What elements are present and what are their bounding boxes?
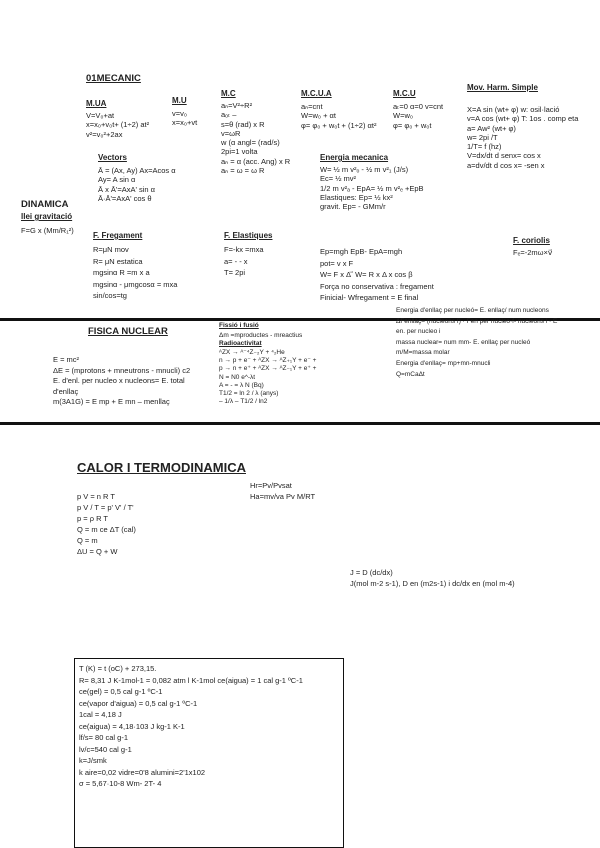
calor-formulas: p V = n R T p V / T = p' V' / T' p = ρ R T Q = m ce ΔT (cal) Q = m ΔU = Q + W bbox=[77, 492, 136, 556]
vectors-formulas: Ā = (Ax, Ay) Ax=Acos α Ay= A sin α Ā x Ā'=AxA' sin α Ā·Ā'=AxA' cos θ bbox=[98, 166, 176, 203]
difusio-formulas: J = D (dc/dx) J(mol m-2 s-1), D en (m2s-1) i dc/dx en (mol m-4) bbox=[350, 568, 515, 588]
fissio-title: Fissió i fusió bbox=[219, 322, 259, 329]
coriolis-title: F. coriolis bbox=[513, 236, 550, 245]
constants-line: ce(gel) = 0,5 cal g-1 ºC-1 bbox=[79, 687, 163, 696]
constants-line: lf/s= 80 cal g-1 bbox=[79, 733, 128, 742]
elastiques-formulas: F=-kx =mxa a= - - x T= 2pi bbox=[224, 245, 264, 277]
treball-formulas: Ep=mgh EpB- EpA=mgh pot= v x F W= F x Δ ⃗ W= R x Δ x cos β Força no conservativa : fregament Finicial- Wfregament = E final bbox=[320, 247, 434, 302]
mcu-formulas: aₜ=0 α=0 v=cnt W=w₀ φ= φ₀ + w₀t bbox=[393, 102, 444, 130]
elastiques-title: F. Elastiques bbox=[224, 231, 273, 240]
energia-formulas: W= ½ m v²ₒ - ½ m v²₁ (J/s) Ec= ½ mv² 1/2 m v²ₐ - EpA= ½ m v²ₑ +EpB Elastiques: Ep= ½ kx² gravit. Ep= - GMm/r bbox=[320, 165, 424, 212]
mc-formulas: aₙ=V²÷R² aₒₜ – s=θ (rad) x R v=ωR w (α angl= (rad/s) 2pi=1 volta aₙ = α (acc. Ang) x R aₙ = ω = ω R bbox=[221, 101, 291, 176]
constants-line: R= 8,31 J K-1mol-1 = 0,082 atm l K-1mol ce(aigua) = 1 cal g-1 ºC-1 bbox=[79, 675, 303, 685]
dinamica-title: DINAMICA bbox=[21, 199, 69, 210]
constants-line: k aire=0,02 vidre=0'8 alumini=2'1x102 bbox=[79, 767, 206, 777]
fregament-title: F. Fregament bbox=[93, 231, 143, 240]
gravitation-formula: F=G x (Mm/R₁²) bbox=[21, 226, 74, 235]
radioactivitat-formulas: ᴬZX → ᴬ⁻⁴Z₋₂Y + ⁴₂He n → p + e⁻ + ᴬZX → ᴬZ₊₁Y + e⁻ + p → n + e⁺ + ᴬZX → ᴬZ₋₁Y + e⁺ + N = N0 e^-λt A = - = λ N (Bq) T1/2 = ln 2 / λ (anys) – 1/λ – T1/2 / ln2 bbox=[219, 349, 317, 406]
mu-title: M.U bbox=[172, 96, 187, 105]
section-title-mecanic: 01MECANIC bbox=[86, 73, 141, 84]
constants-line: T (K) = t (oC) + 273,15. bbox=[79, 664, 157, 673]
radioactivitat-title: Radioactivitat bbox=[219, 340, 262, 347]
constants-line: σ = 5,67·10-8 Wm- 2T- 4 bbox=[79, 779, 162, 788]
enllac-formulas: Energia d'enllaç per nucleó= E. enllaç/ num nucleons ΔFenllaç= (nucleons f) · Fen per nucleo·f- nucleons i · E en. per nucleo i massa nuclear= num mm- E. enllaç per nucleó m/M=massa molar Energia d'enllaç= mp+mn-mnucli Q=mCaΔt bbox=[396, 307, 558, 378]
fissio-formula: Δm =mproductes - mreactius bbox=[219, 332, 303, 339]
mc-title: M.C bbox=[221, 89, 236, 98]
mhs-title: Mov. Harm. Simple bbox=[467, 83, 538, 92]
mhs-formulas: X=A sin (wt+ φ) w: osil·lació v=A cos (wt+ φ) T: 1os . comp eta a= Aw² (wt+ φ) w= 2pi /T 1/T= f (hz) V=dx/dt d senx= cos x a=dv/dt d cos x= -sen x bbox=[467, 105, 579, 170]
constants-line: lv/c=540 cal g-1 bbox=[79, 744, 132, 754]
mua-formulas: V=V₀+at x=x₀+v₀t+ (1÷2) at² v²=v₀²+2ax bbox=[86, 111, 150, 139]
mcua-formulas: aₙ=cnt W=w₀ + αt φ= φ₀ + w₀t + (1÷2) αt² bbox=[301, 102, 377, 130]
mcua-title: M.C.U.A bbox=[301, 89, 332, 98]
constants-box bbox=[74, 658, 344, 848]
constants-line: ce(aigua) = 4,18·103 J kg-1 K-1 bbox=[79, 721, 185, 731]
humitat-formulas: Hr=Pv/Pvsat Ha=mv/va Pv M/RT bbox=[250, 481, 316, 501]
mu-formulas: v=v₀ x=x₀+vt bbox=[172, 109, 198, 128]
nuclear-title: FISICA NUCLEAR bbox=[88, 326, 168, 337]
calor-title: CALOR I TERMODINAMICA bbox=[77, 460, 246, 475]
mua-title: M.UA bbox=[86, 99, 107, 108]
mcu-title: M.C.U bbox=[393, 89, 416, 98]
fregament-formulas: R=μN mov R= μN estatica mgsinα R =m x a mgsinα - μmgcosα = mxa sin/cos=tg bbox=[93, 245, 178, 300]
dinamica-subtitle: llei gravitació bbox=[21, 212, 73, 221]
coriolis-formula: Fₑ=-2mω×v⃗ bbox=[513, 248, 553, 257]
nuclear-formulas: E = mc² ΔE = (mprotons + mneutrons - mnucli) c2 E. d'enl. per nucleo x nucleons= E. total d'enllaç m(3A1G) = E mp + E mn – menllaç bbox=[53, 355, 191, 406]
constants-line: 1cal = 4,18 J bbox=[79, 710, 122, 719]
energia-title: Energia mecanica bbox=[320, 153, 389, 162]
constants-line: ce(vapor d'aigua) = 0,5 cal g-1 ºC-1 bbox=[79, 698, 198, 708]
constants-line: k=J/smk bbox=[79, 756, 107, 765]
vectors-title: Vectors bbox=[98, 153, 127, 162]
divider-bottom bbox=[0, 422, 600, 425]
